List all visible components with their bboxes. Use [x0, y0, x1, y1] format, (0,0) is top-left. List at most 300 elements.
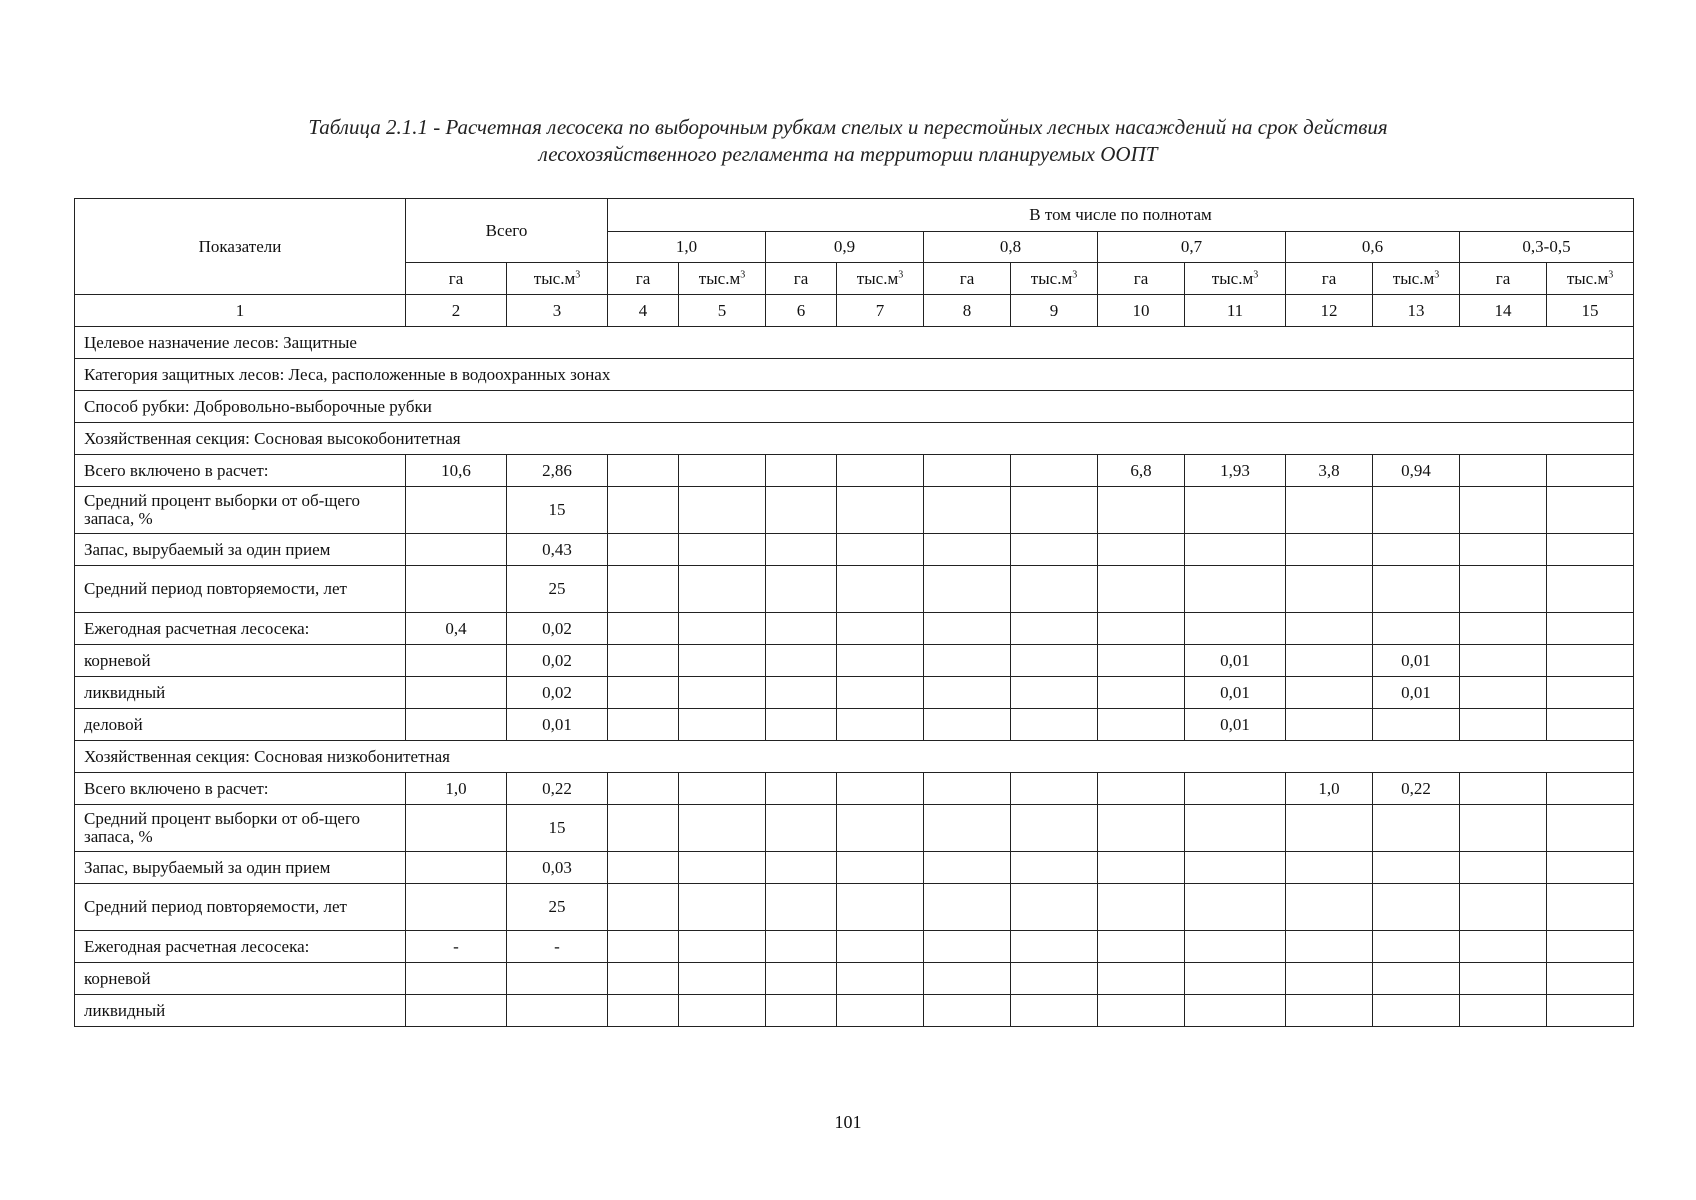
table-cell: [1011, 805, 1098, 852]
row-label: Ежегодная расчетная лесосека:: [75, 931, 406, 963]
table-cell: [1373, 487, 1460, 534]
table-cell: [608, 805, 679, 852]
table-cell: [924, 566, 1011, 613]
table-caption: [0, 114, 1696, 168]
row-label: Запас, вырубаемый за один прием: [75, 534, 406, 566]
table-cell: [1286, 613, 1373, 645]
section-row: [75, 391, 1634, 423]
table-cell: [1373, 852, 1460, 884]
table-cell: [837, 487, 924, 534]
table-cell: [1547, 455, 1634, 487]
table-row: [75, 534, 1634, 566]
row-label: Ежегодная расчетная лесосека:: [75, 613, 406, 645]
table-cell: [608, 884, 679, 931]
table-cell: [1098, 487, 1185, 534]
table-cell: [1098, 931, 1185, 963]
table-row: [75, 852, 1634, 884]
table-cell: [766, 645, 837, 677]
table-row: [75, 677, 1634, 709]
header-density-1: 0,9: [766, 232, 924, 263]
table-cell: [1460, 566, 1547, 613]
table-cell: [679, 534, 766, 566]
table-cell: [1185, 805, 1286, 852]
table-cell: [1373, 805, 1460, 852]
table-row: [75, 645, 1634, 677]
table-cell: [406, 884, 507, 931]
table-cell: -: [406, 931, 507, 963]
table-cell: 0,94: [1373, 455, 1460, 487]
table-row: [75, 455, 1634, 487]
table-cell: 15: [507, 805, 608, 852]
table-cell: [406, 709, 507, 741]
table-cell: [1547, 852, 1634, 884]
table-cell: [837, 613, 924, 645]
table-row: [75, 773, 1634, 805]
table-cell: [679, 613, 766, 645]
caption-line-1: Таблица 2.1.1 - Расчетная лесосека по выборочным рубкам спелых и перестойных лесных насаждений на срок действия: [308, 115, 1388, 139]
table-cell: [1098, 773, 1185, 805]
table-cell: [1460, 805, 1547, 852]
table-cell: [766, 709, 837, 741]
table-cell: [608, 995, 679, 1027]
table-cell: [608, 613, 679, 645]
row-label: Запас, вырубаемый за один прием: [75, 852, 406, 884]
table-cell: [679, 852, 766, 884]
table-cell: [1460, 931, 1547, 963]
table-cell: [1373, 709, 1460, 741]
table-cell: [1011, 995, 1098, 1027]
table-cell: [608, 773, 679, 805]
table-cell: 1,93: [1185, 455, 1286, 487]
table-cell: [1547, 645, 1634, 677]
table-cell: [1286, 645, 1373, 677]
table-cell: [837, 534, 924, 566]
table-row: [75, 884, 1634, 931]
table-cell: [679, 455, 766, 487]
table-cell: [924, 455, 1011, 487]
table-cell: [1547, 709, 1634, 741]
table-cell: [924, 773, 1011, 805]
section-label: Хозяйственная секция: Сосновая низкобонитетная: [75, 741, 1634, 773]
table-cell: [679, 963, 766, 995]
table-cell: [507, 995, 608, 1027]
column-number: 12: [1286, 295, 1373, 327]
table-cell: [1373, 995, 1460, 1027]
unit-volume-sup: 3: [1072, 268, 1078, 280]
unit-volume-text: тыс.м: [698, 268, 741, 288]
unit-volume: [1373, 263, 1460, 295]
table-cell: [1286, 963, 1373, 995]
table-cell: [406, 995, 507, 1027]
table-cell: [766, 805, 837, 852]
table-cell: [679, 566, 766, 613]
table-cell: [1460, 995, 1547, 1027]
unit-ha: га: [1460, 263, 1547, 295]
section-row: [75, 327, 1634, 359]
table-cell: [406, 805, 507, 852]
table-cell: [1098, 645, 1185, 677]
table-cell: [1286, 709, 1373, 741]
table-cell: [1185, 995, 1286, 1027]
table-cell: [1460, 645, 1547, 677]
table-cell: [837, 709, 924, 741]
table-row: [75, 566, 1634, 613]
table-cell: [1098, 677, 1185, 709]
table-cell: [1011, 487, 1098, 534]
table-cell: [1460, 455, 1547, 487]
table-cell: [924, 852, 1011, 884]
table-cell: [924, 534, 1011, 566]
table-cell: [406, 566, 507, 613]
table-cell: 1,0: [1286, 773, 1373, 805]
table-row: [75, 709, 1634, 741]
table-cell: [837, 455, 924, 487]
table-cell: 15: [507, 487, 608, 534]
table-cell: [1011, 852, 1098, 884]
table-cell: [1460, 613, 1547, 645]
table-cell: [924, 884, 1011, 931]
table-cell: [1011, 613, 1098, 645]
table-cell: [608, 645, 679, 677]
table-cell: [1373, 534, 1460, 566]
table-cell: [766, 852, 837, 884]
row-label: Всего включено в расчет:: [75, 773, 406, 805]
section-row: [75, 359, 1634, 391]
table-cell: [1286, 677, 1373, 709]
unit-volume-sup: 3: [1608, 268, 1614, 280]
table-cell: 0,02: [507, 645, 608, 677]
table-cell: [679, 645, 766, 677]
table-cell: [1185, 963, 1286, 995]
header-total: Всего: [406, 199, 608, 263]
table-cell: [766, 931, 837, 963]
row-label: Средний процент выборки от об-щего запаса, %: [75, 805, 406, 852]
table-cell: [766, 566, 837, 613]
unit-volume: [679, 263, 766, 295]
table-cell: [924, 677, 1011, 709]
unit-ha: га: [608, 263, 679, 295]
table-cell: [1373, 884, 1460, 931]
table-cell: 2,86: [507, 455, 608, 487]
table-cell: [1011, 884, 1098, 931]
unit-volume: [1547, 263, 1634, 295]
unit-volume: [1011, 263, 1098, 295]
row-label: корневой: [75, 645, 406, 677]
table-cell: [766, 773, 837, 805]
column-number: 7: [837, 295, 924, 327]
table-cell: [406, 963, 507, 995]
header-density-4: 0,6: [1286, 232, 1460, 263]
caption-line-2: лесохозяйственного регламента на территории планируемых ООПТ: [538, 142, 1158, 166]
table-cell: [924, 931, 1011, 963]
table-cell: [1011, 455, 1098, 487]
table-row: [75, 963, 1634, 995]
unit-volume: [1185, 263, 1286, 295]
unit-volume: [507, 263, 608, 295]
table-cell: [1286, 995, 1373, 1027]
table-cell: [507, 963, 608, 995]
table-cell: [608, 709, 679, 741]
table-cell: [924, 995, 1011, 1027]
table-cell: [766, 677, 837, 709]
header-density-3: 0,7: [1098, 232, 1286, 263]
table-cell: [1185, 884, 1286, 931]
table-row: [75, 931, 1634, 963]
table-cell: [679, 931, 766, 963]
header-density-0: 1,0: [608, 232, 766, 263]
table-cell: 0,02: [507, 613, 608, 645]
table-cell: [1098, 995, 1185, 1027]
header-density-2: 0,8: [924, 232, 1098, 263]
table-cell: [1011, 773, 1098, 805]
table-cell: [924, 709, 1011, 741]
page-number: 101: [834, 1112, 862, 1132]
table-cell: [608, 852, 679, 884]
column-number: 9: [1011, 295, 1098, 327]
table-cell: -: [507, 931, 608, 963]
column-number: 2: [406, 295, 507, 327]
table-cell: [608, 566, 679, 613]
table-cell: [1547, 884, 1634, 931]
table-cell: [1011, 534, 1098, 566]
table-cell: 0,01: [1373, 645, 1460, 677]
table-cell: [679, 677, 766, 709]
section-row: [75, 423, 1634, 455]
unit-volume-text: тыс.м: [533, 268, 576, 288]
column-number: 8: [924, 295, 1011, 327]
table-cell: [837, 931, 924, 963]
table-cell: [1286, 884, 1373, 931]
table-cell: [1098, 566, 1185, 613]
table-cell: [1185, 773, 1286, 805]
table-cell: [1185, 613, 1286, 645]
table-cell: [837, 963, 924, 995]
table-cell: [1098, 534, 1185, 566]
header-by-density: В том числе по полнотам: [608, 199, 1634, 232]
row-label: Средний период повторяемости, лет: [75, 884, 406, 931]
table-cell: [1460, 773, 1547, 805]
table-cell: 25: [507, 566, 608, 613]
row-label: Всего включено в расчет:: [75, 455, 406, 487]
table-cell: 10,6: [406, 455, 507, 487]
table-cell: [837, 805, 924, 852]
table-cell: [1011, 566, 1098, 613]
table-cell: 0,22: [1373, 773, 1460, 805]
table-cell: [837, 677, 924, 709]
unit-volume-sup: 3: [740, 268, 746, 280]
table-cell: [766, 487, 837, 534]
table-cell: [1011, 709, 1098, 741]
table-cell: [1460, 709, 1547, 741]
table-cell: [1286, 805, 1373, 852]
unit-ha: га: [766, 263, 837, 295]
unit-ha: га: [924, 263, 1011, 295]
section-row: [75, 741, 1634, 773]
table-cell: 1,0: [406, 773, 507, 805]
table-cell: 0,01: [1185, 645, 1286, 677]
unit-ha: га: [1286, 263, 1373, 295]
table-cell: [837, 645, 924, 677]
table-cell: [608, 455, 679, 487]
unit-volume-text: тыс.м: [856, 268, 899, 288]
table-cell: [406, 487, 507, 534]
column-number: 1: [75, 295, 406, 327]
table-cell: [1547, 566, 1634, 613]
row-label: ликвидный: [75, 995, 406, 1027]
column-number: 15: [1547, 295, 1634, 327]
column-number: 11: [1185, 295, 1286, 327]
table-cell: [1098, 805, 1185, 852]
table-cell: [1547, 534, 1634, 566]
section-label: Способ рубки: Добровольно-выборочные рубки: [75, 391, 1634, 423]
table-cell: [679, 773, 766, 805]
header-indicators: Показатели: [75, 199, 406, 295]
table-cell: [1460, 534, 1547, 566]
unit-ha: га: [406, 263, 507, 295]
table-cell: [766, 455, 837, 487]
table-cell: [1185, 534, 1286, 566]
table-cell: [1011, 677, 1098, 709]
table-cell: [679, 995, 766, 1027]
table-cell: [1547, 487, 1634, 534]
table-cell: 0,01: [507, 709, 608, 741]
table-cell: 0,01: [1185, 709, 1286, 741]
unit-volume-sup: 3: [575, 268, 581, 280]
section-label: Целевое назначение лесов: Защитные: [75, 327, 1634, 359]
unit-volume-sup: 3: [898, 268, 904, 280]
table-cell: [766, 963, 837, 995]
table-cell: [1185, 931, 1286, 963]
row-label: Средний период повторяемости, лет: [75, 566, 406, 613]
table-cell: [1286, 931, 1373, 963]
header-row-1: [75, 199, 1634, 232]
table-cell: [924, 963, 1011, 995]
column-number: 3: [507, 295, 608, 327]
table-cell: [1460, 852, 1547, 884]
header-density-5: 0,3-0,5: [1460, 232, 1634, 263]
table-cell: [679, 884, 766, 931]
table-cell: [837, 852, 924, 884]
table-cell: [1373, 963, 1460, 995]
table-cell: [1185, 487, 1286, 534]
table-cell: [766, 884, 837, 931]
table-cell: [1286, 566, 1373, 613]
table-cell: [1547, 805, 1634, 852]
table-cell: [608, 931, 679, 963]
table-cell: [837, 566, 924, 613]
unit-volume-text: тыс.м: [1211, 268, 1254, 288]
table-cell: [406, 645, 507, 677]
row-label: деловой: [75, 709, 406, 741]
table-cell: [766, 613, 837, 645]
table-cell: [1547, 613, 1634, 645]
column-number: 5: [679, 295, 766, 327]
table-cell: [679, 709, 766, 741]
unit-volume-text: тыс.м: [1566, 268, 1609, 288]
header-row-numbers: [75, 295, 1634, 327]
unit-volume-text: тыс.м: [1392, 268, 1435, 288]
table-cell: [1011, 645, 1098, 677]
table-cell: [679, 487, 766, 534]
harvest-table: [74, 198, 1634, 1027]
row-label: корневой: [75, 963, 406, 995]
table-cell: [1098, 852, 1185, 884]
table-cell: [679, 805, 766, 852]
table-cell: [1098, 709, 1185, 741]
row-label: Средний процент выборки от об-щего запаса, %: [75, 487, 406, 534]
table-cell: [1373, 931, 1460, 963]
unit-volume-sup: 3: [1434, 268, 1440, 280]
table-cell: [924, 805, 1011, 852]
table-cell: [1547, 931, 1634, 963]
unit-volume-text: тыс.м: [1030, 268, 1073, 288]
table-row: [75, 613, 1634, 645]
table-cell: [924, 613, 1011, 645]
table-cell: [1547, 677, 1634, 709]
table-cell: [1547, 995, 1634, 1027]
table-cell: [837, 884, 924, 931]
table-cell: 0,43: [507, 534, 608, 566]
table-cell: [766, 534, 837, 566]
table-cell: [1547, 773, 1634, 805]
table-cell: [1011, 931, 1098, 963]
table-cell: [608, 677, 679, 709]
table-cell: [1286, 852, 1373, 884]
table-cell: [406, 852, 507, 884]
table-cell: [1098, 963, 1185, 995]
table-cell: 6,8: [1098, 455, 1185, 487]
table-cell: [1460, 487, 1547, 534]
table-cell: [924, 645, 1011, 677]
column-number: 14: [1460, 295, 1547, 327]
table-cell: 0,02: [507, 677, 608, 709]
section-label: Хозяйственная секция: Сосновая высокобонитетная: [75, 423, 1634, 455]
table-cell: 0,03: [507, 852, 608, 884]
row-label: ликвидный: [75, 677, 406, 709]
table-cell: [837, 995, 924, 1027]
unit-ha: га: [1098, 263, 1185, 295]
table-cell: 3,8: [1286, 455, 1373, 487]
table-cell: [1011, 963, 1098, 995]
table-row: [75, 487, 1634, 534]
table-cell: [1460, 963, 1547, 995]
table-cell: [1098, 884, 1185, 931]
column-number: 6: [766, 295, 837, 327]
table-cell: [1185, 566, 1286, 613]
table-cell: [1373, 613, 1460, 645]
unit-volume: [837, 263, 924, 295]
table-cell: [924, 487, 1011, 534]
table-cell: 0,01: [1185, 677, 1286, 709]
table-cell: 0,22: [507, 773, 608, 805]
table-cell: [608, 534, 679, 566]
table-cell: 0,4: [406, 613, 507, 645]
table-cell: [406, 534, 507, 566]
unit-volume-sup: 3: [1253, 268, 1259, 280]
table-cell: [608, 963, 679, 995]
table-cell: [406, 677, 507, 709]
table-row: [75, 805, 1634, 852]
table-cell: [1373, 566, 1460, 613]
table-cell: [1098, 613, 1185, 645]
table-cell: 0,01: [1373, 677, 1460, 709]
table-cell: [608, 487, 679, 534]
table-cell: [1460, 884, 1547, 931]
table-cell: 25: [507, 884, 608, 931]
table-cell: [837, 773, 924, 805]
table-cell: [1547, 963, 1634, 995]
table-cell: [1286, 534, 1373, 566]
